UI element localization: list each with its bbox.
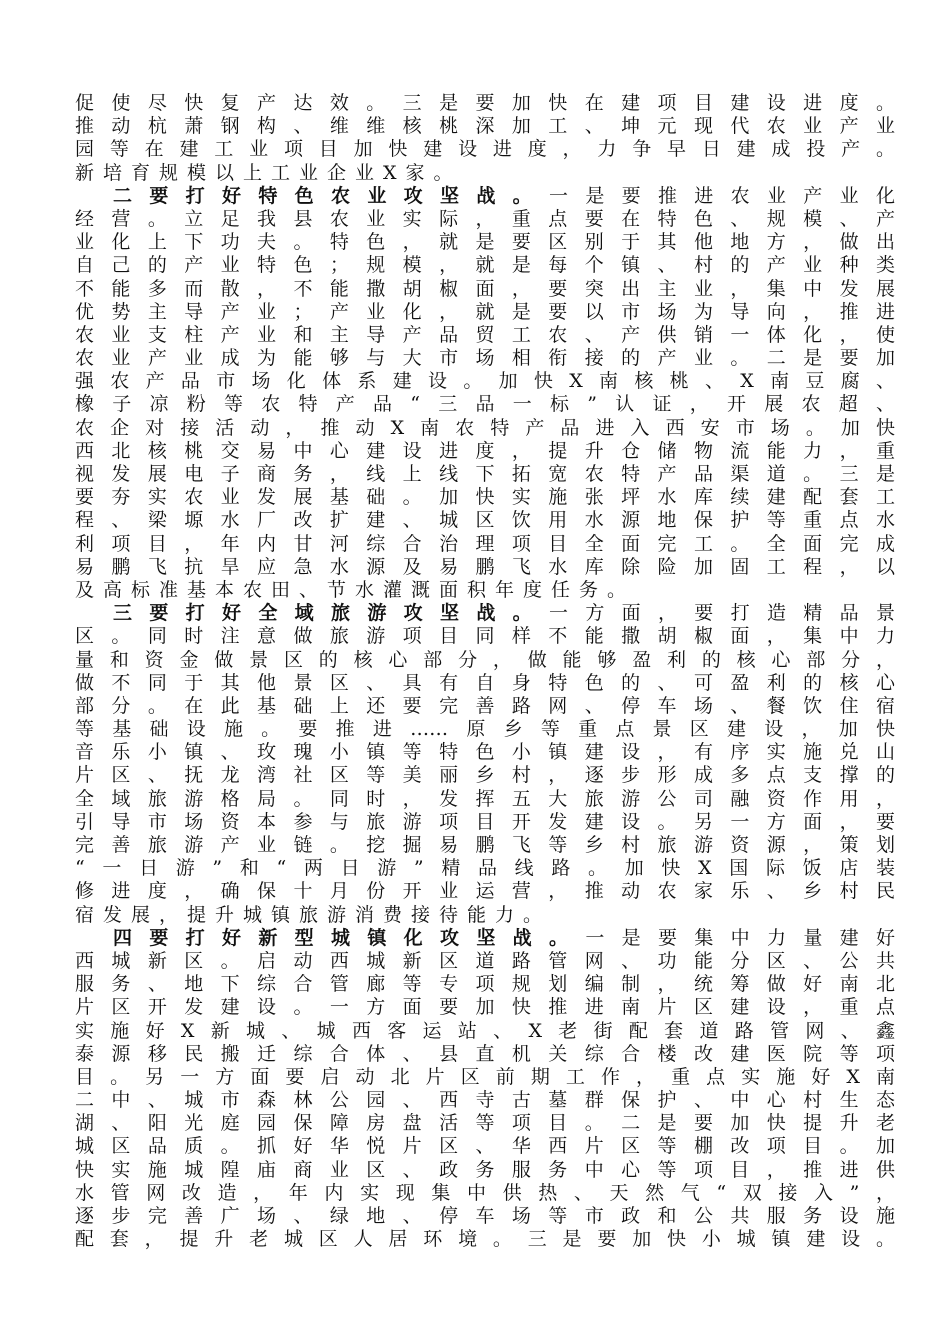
text-line: 优势主导产业；产业化，就是要以市场为导向，推进 bbox=[75, 300, 895, 323]
text-line: 片区、抚龙湾社区等美丽乡村，逐步形成多点支撑的 bbox=[75, 764, 895, 787]
heading-line bbox=[75, 602, 895, 625]
text-line: “一日游”和“两日游”精品线路。加快X国际饭店装 bbox=[75, 857, 895, 880]
text-run: 一方面，要打造精品景 bbox=[548, 602, 895, 625]
text-line: 程、梁塬水厂改扩建、城区饮用水源地保护等重点水 bbox=[75, 509, 895, 532]
text-line: 泰源移民搬迁综合体、县直机关综合楼改建医院等项 bbox=[75, 1042, 895, 1065]
text-line: 橡子凉粉等农特产品“三品一标”认证，开展农超、 bbox=[75, 393, 895, 416]
heading-line bbox=[75, 185, 895, 208]
text-line: 新培育规模以上工业企业X家。 bbox=[75, 161, 462, 184]
paragraph-3 bbox=[75, 602, 895, 927]
text-line: 视发展电子商务，线上线下拓宽农特产品渠道。三是 bbox=[75, 463, 895, 485]
text-line: 城区品质。抓好华悦片区、华西片区等棚改项目。加 bbox=[75, 1135, 895, 1158]
paragraph-1 bbox=[75, 92, 895, 185]
paragraph-4 bbox=[75, 927, 895, 1252]
text-line: 部分。在此基础上还要完善路网、停车场、餐饮住宿 bbox=[75, 694, 895, 717]
text-line: 宿发展，提升城镇旅游消费接待能力。 bbox=[75, 903, 552, 926]
text-run: 一是要集中力量建好 bbox=[585, 926, 895, 949]
text-line: 引导市场资本参与旅游项目开发建设。另一方面，要 bbox=[75, 810, 895, 833]
text-line: 片区开发建设。一方面要加快推进南片区建设，重点 bbox=[75, 996, 895, 1019]
text-line: 经营。立足我县农业实际，重点要在特色、规模、产 bbox=[75, 207, 895, 230]
text-run: 一是要推进农业产业化 bbox=[548, 184, 895, 207]
text-line: 区。同时注意做旅游项目同样不能撒胡椒面，集中力 bbox=[75, 625, 895, 648]
text-line: 要夯实农业发展基础。加快实施张坪水库续建配套工 bbox=[75, 486, 895, 509]
text-line: 水管网改造，年内实现集中供热、天然气“双接入”， bbox=[75, 1181, 895, 1204]
text-line: 不能多而散，不能撒胡椒面，要突出主业，集中发展 bbox=[75, 277, 895, 300]
section-heading: 二要打好特色农业攻坚战。 bbox=[113, 184, 549, 207]
text-line: 二中、城市森林公园、西寺古墓群保护、中心村生态 bbox=[75, 1089, 895, 1112]
text-line: 完善旅游产业链。挖掘易鹏飞等乡村旅游资源，策划 bbox=[75, 834, 895, 856]
text-line: 逐步完善广场、绿地、停车场等市政和公共服务设施 bbox=[75, 1205, 895, 1227]
text-line: 强农产品市场化体系建设。加快X南核桃、X南豆腐、 bbox=[75, 370, 895, 393]
text-line: 湖、阳光庭园保障房盘活等项目。二是要加快提升老 bbox=[75, 1112, 895, 1135]
text-line: 做不同于其他景区、具有自身特色的、可盈利的核心 bbox=[75, 671, 895, 694]
section-heading: 四要打好新型城镇化攻坚战。 bbox=[113, 926, 586, 949]
text-line: 配套，提升老城区人居环境。三是要加快小城镇建设。 bbox=[75, 1228, 895, 1251]
text-line: 西城新区。启动西城新区道路管网、功能分区、公共 bbox=[75, 949, 895, 972]
text-line: 快实施城隍庙商业区、政务服务中心等项目，推进供 bbox=[75, 1158, 895, 1181]
text-line: 服务、地下综合管廊等专项规划编制，统筹做好南北 bbox=[75, 973, 895, 996]
text-line: 园等在建工业项目加快建设进度，力争早日建成投产。 bbox=[75, 138, 895, 161]
text-line: 促使尽快复产达效。三是要加快在建项目建设进度。 bbox=[75, 92, 895, 114]
text-line: 实施好X新城、城西客运站、X老街配套道路管网、鑫 bbox=[75, 1019, 895, 1042]
text-line: 等基础设施。要推进……原乡等重点景区建设，加快 bbox=[75, 718, 895, 741]
text-line: 目。另一方面要启动北片区前期工作，重点实施好X南 bbox=[75, 1065, 895, 1088]
text-line: 业化上下功夫。特色，就是要区别于其他地方，做出 bbox=[75, 231, 895, 254]
text-line: 农业产业成为能够与大市场相衔接的产业。二是要加 bbox=[75, 347, 895, 370]
heading-line bbox=[75, 927, 895, 950]
text-line: 农企对接活动，推动X南农特产品进入西安市场。加快 bbox=[75, 416, 895, 439]
text-line: 量和资金做景区的核心部分，做能够盈利的核心部分， bbox=[75, 648, 895, 671]
paragraph-2 bbox=[75, 185, 895, 602]
text-line: 利项目，年内甘河综合治理项目全面完工。全面完成 bbox=[75, 532, 895, 555]
text-line: 及高标准基本农田、节水灌溉面积年度任务。 bbox=[75, 578, 636, 601]
document-page bbox=[75, 92, 895, 1251]
text-line: 西北核桃交易中心建设进度，提升仓储物流能力，重 bbox=[75, 439, 895, 462]
section-heading: 三要打好全域旅游攻坚战。 bbox=[113, 602, 549, 625]
text-line: 全域旅游格局。同时，发挥五大旅游公司融资作用， bbox=[75, 787, 895, 810]
text-line: 推动杭萧钢构、维维核桃深加工、坤元现代农业产业 bbox=[75, 115, 895, 138]
text-line: 自己的产业特色；规模，就是每个镇、村的产业种类 bbox=[75, 254, 895, 277]
text-line: 易鹏飞抗旱应急水源及易鹏飞水库除险加固工程，以 bbox=[75, 555, 895, 578]
text-line: 农业支柱产业和主导产品贸工农、产供销一体化，使 bbox=[75, 323, 895, 346]
text-line: 修进度，确保十月份开业运营，推动农家乐、乡村民 bbox=[75, 880, 895, 903]
text-line: 音乐小镇、玫瑰小镇等特色小镇建设，有序实施兑山 bbox=[75, 741, 895, 764]
